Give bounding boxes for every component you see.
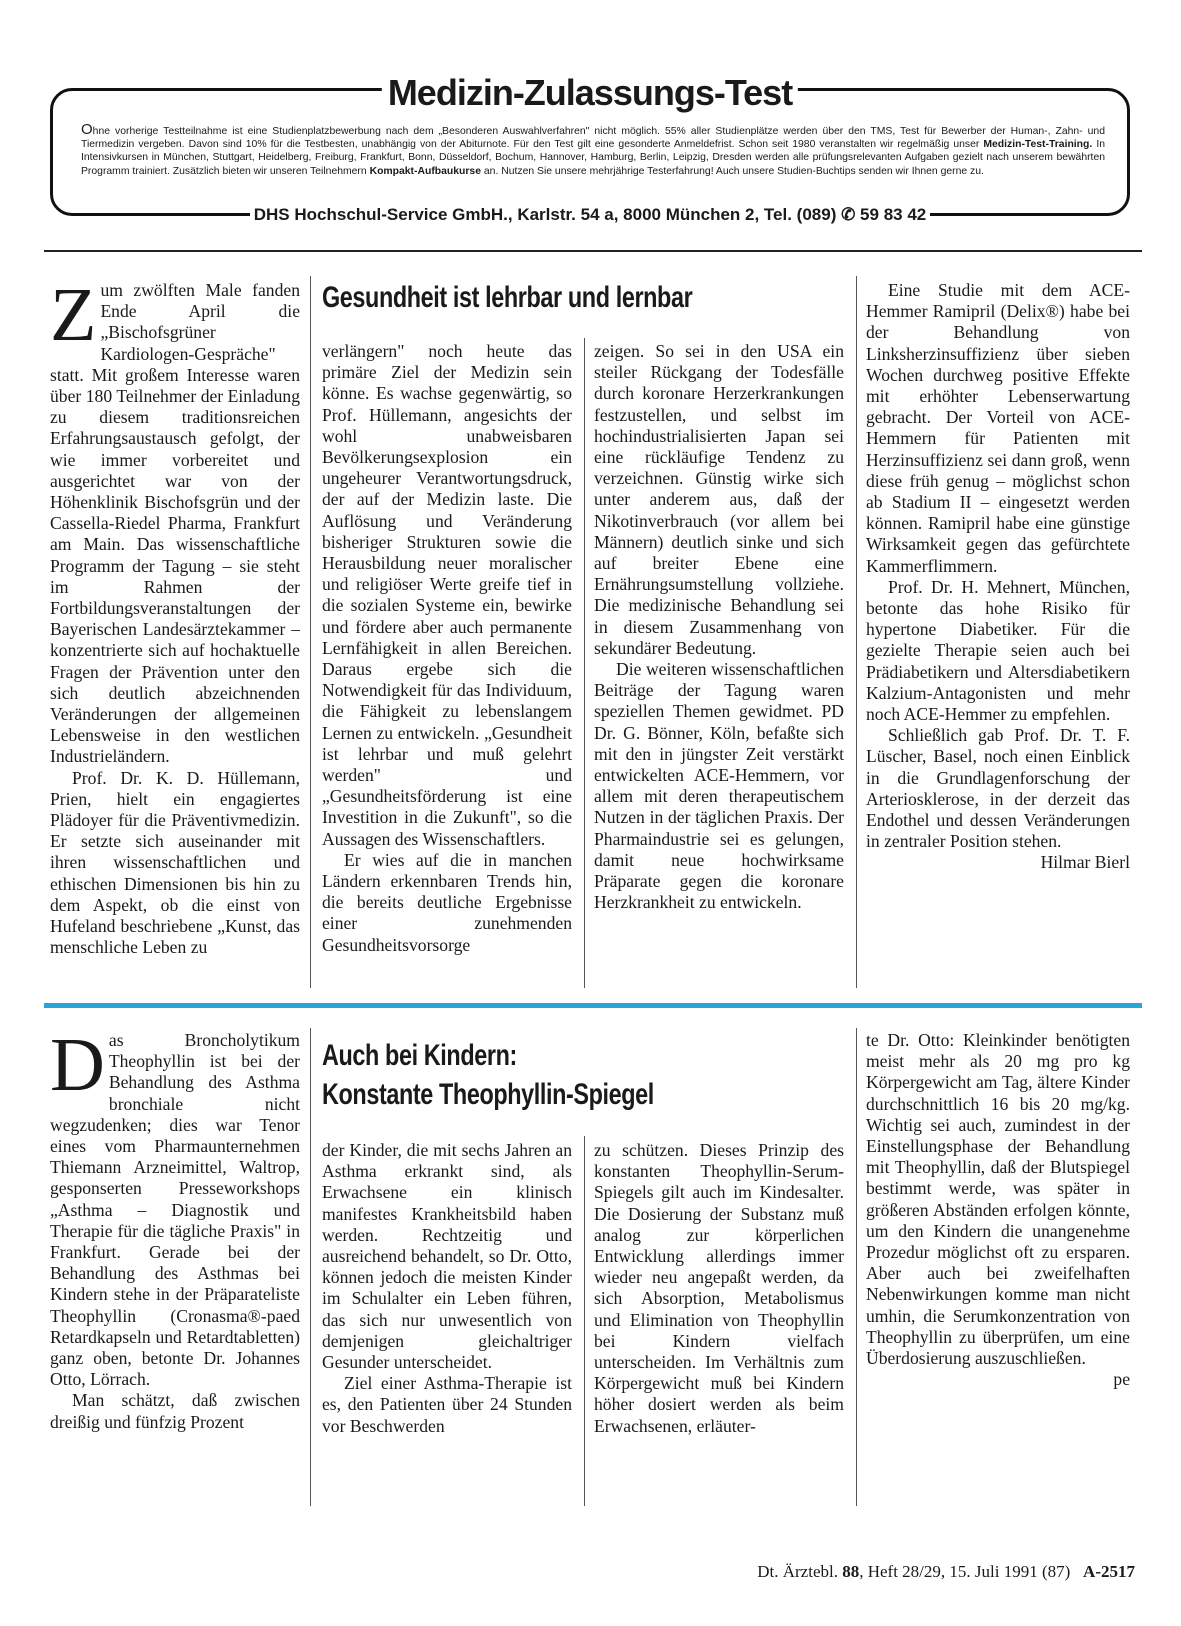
article1-author: Hilmar Bierl <box>1040 852 1130 873</box>
ad-contact: DHS Hochschul-Service GmbH., Karlstr. 54 a, 8000 München 2, Tel. (089) ✆ 59 83 42 <box>250 205 930 224</box>
article1-col3: zeigen. So sei in den USA ein steiler Rückgang der Todesfälle durch koronare Herzerkrankungen festzustellen, und selbst im hochindustrialisierten Japan sei eine rückläufige Tendenz zu verzeichnen. Günstig wirke sich unter anderem aus, daß der Nikotinverbrauch (vor allem bei Männern) deutlich sinke und sich auf breiter Ebene eine Ernährungsumstellung vollziehe. Die medizinische Behandlung sei in diesem Zusammenhang von sekundärer Bedeutung. Die weiteren wissenschaftlichen Beiträge der Tagung waren speziellen Themen gewidmet. PD Dr. G. Bönner, Köln, befaßte sich mit den in jüngster Zeit verstärkt entwickelten ACE-Hemmern, vor allem mit deren therapeutischem Nutzen in der täglichen Praxis. Der Pharmaindustrie sei es gelungen, damit neue hochwirksame Präparate gegen die koronare Herzkrankheit zu entwickeln. <box>594 341 844 913</box>
column-rule <box>856 276 857 988</box>
column-rule <box>310 1028 311 1506</box>
article2-col2: der Kinder, die mit sechs Jahren an Asthma erkrankt sind, als Erwachsene ein klinisch manifestes Krankheitsbild haben werden. Rechtzeitig und ausreichend behandelt, so Dr. Otto, können jedoch die meisten Kinder im Schulalter ein Leben führen, das sich nur unwesentlich von demjenigen gleichaltriger Gesunder unterscheidet. Ziel einer Asthma-Therapie ist es, den Patienten über 24 Stunden vor Beschwerden <box>322 1140 572 1436</box>
ad-footer <box>53 203 1127 227</box>
article2-dropcap: D <box>50 1030 105 1107</box>
ad-box <box>50 72 1130 224</box>
ad-title: Medizin-Zulassungs-Test <box>382 73 798 113</box>
divider-blue <box>44 1003 1142 1008</box>
ad-body: Ohne vorherige Testteilnahme ist eine Studienplatzbewerbung nach dem „Besonderen Auswahlverfahren" nicht möglich. 55% aller Studienplätze werden über den TMS, Test für Bewerber der Human-, Zahn- und Tiermedizin vergeben. Davon sind 10% für die Testbesten, unabhängig von der Abiturnote. Für den Test gilt eine gesonderte Anmeldefrist. Schon seit 1980 veranstalten wir regelmäßig unser Medizin-Test-Training. In Intensivkursen in München, Stuttgart, Heidelberg, Freiburg, Frankfurt, Bonn, Düsseldorf, Bochum, Hannover, Hamburg, Berlin, Leipzig, Dresden werden alle prüfungsrelevanten Aufgaben gezielt nach unserem bewährten Programm trainiert. Zusätzlich bieten wir unseren Teilnehmern Kompakt-Aufbaukurse an. Nutzen Sie unsere mehrjährige Testerfahrung! Auch unsere Studien-Buchtips senden wir Ihnen gerne zu. <box>81 121 1105 177</box>
article2-col4: te Dr. Otto: Kleinkinder benötigten meist mehr als 20 mg pro kg Körpergewicht am Tag, ältere Kinder durchschnittlich 16 bis 20 mg/kg. Wichtig sei auch, zumindest in der Einstellungsphase der Behandlung mit Theophyllin, daß der Blutspiegel bestimmt werde, was später in größeren Abständen erfolgen könnte, um den Kindern die unangenehme Prozedur möglichst oft zu ersparen. Aber auch bei zweifelhaften Nebenwirkungen komme man nicht umhin, die Serumkonzentration von Theophyllin zu überprüfen, um eine Überdosierung auszuschließen. pe <box>866 1030 1130 1390</box>
article2-author: pe <box>1113 1369 1130 1390</box>
article2-headline-line1: Auch bei Kindern: <box>322 1039 517 1072</box>
article1-dropcap: Z <box>50 280 97 357</box>
column-rule <box>584 338 585 988</box>
column-rule <box>310 276 311 988</box>
article1-col2: verlängern" noch heute das primäre Ziel der Medizin sein könne. Es wachse gegenwärtig, so Prof. Hüllemann, angesichts der wohl unabweisbaren Bevölkerungsexplosion ein ungeheurer Verantwortungsdruck, der auf der Medizin laste. Die Auflösung und Veränderung bisheriger Strukturen sowie die Herausbildung neuer moralischer und religiöser Werte greife tief in die sozialen Systeme ein, bewirke und fördere aber auch permanente Lernfähigkeit in allen Bereichen. Daraus ergebe sich die Notwendigkeit für das Individuum, die Fähigkeit zu lebenslangem Lernen zu entwickeln. „Gesundheit ist lehrbar und muß gelehrt werden" und „Gesundheitsförderung ist eine Investition in die Zukunft", so die Aussagen des Wissenschaftlers. Er wies auf die in manchen Ländern erkennbaren Trends hin, die bereits deutliche Ergebnisse einer zunehmenden Gesundheitsvorsorge <box>322 341 572 955</box>
divider-top <box>44 250 1142 252</box>
article2-col1: Das Broncholytikum Theophyllin ist bei der Behandlung des Asthma bronchiale nicht wegzudenken; dies war Tenor eines vom Pharmaunternehmen Thiemann Arzneimittel, Waltrop, gesponserten Presseworkshops „Asthma – Diagnostik und Therapie für die tägliche Praxis" in Frankfurt. Gerade bei der Behandlung des Asthmas bei Kindern stehe in der Präparateliste Theophyllin (Cronasma®-paed Retardkapseln und Retardtabletten) ganz oben, betonte Dr. Johannes Otto, Lörrach. Man schätzt, daß zwischen dreißig und fünfzig Prozent <box>50 1030 300 1432</box>
article1-col1: Zum zwölften Male fanden Ende April die „Bischofsgrüner Kardiologen-Gespräche" statt. Mit großem Interesse waren über 180 Teilnehmer der Einladung zu diesem traditionsreichen Erfahrungsaustausch gefolgt, der wie immer vorbereitet und ausgerichtet war von der Höhenklinik Bischofsgrün und der Cassella-Riedel Pharma, Frankfurt am Main. Das wissenschaftliche Programm der Tagung – sie steht im Rahmen der Fortbildungsveranstaltungen der Bayerischen Landesärztekammer – konzentrierte sich auf hochaktuelle Fragen der Prävention unter den sich deutlich abzeichnenden Veränderungen der allgemeinen Lebensweise in den westlichen Industrieländern. Prof. Dr. K. D. Hüllemann, Prien, hielt ein engagiertes Plädoyer für die Präventivmedizin. Er setzte sich auseinander mit ihren wissenschaftlichen und ethischen Dimensionen bis hin zu dem Aspekt, ob die einst von Hufeland beschriebene „Kunst, das menschliche Leben zu <box>50 280 300 958</box>
page-number: A-2517 <box>1083 1562 1135 1581</box>
article2-headline-line2: Konstante Theophyllin-Spiegel <box>322 1078 654 1111</box>
article2-col3: zu schützen. Dieses Prinzip des konstanten Theophyllin-Serum-Spiegels gilt auch im Kindesalter. Die Dosierung der Substanz muß analog zur körperlichen Entwicklung allerdings immer wieder neu angepaßt werden, da sich Absorption, Metabolismus und Elimination von Theophyllin bei Kindern vielfach unterscheiden. Im Verhältnis zum Körpergewicht muß bei Kindern höher dosiert werden als beim Erwachsenen, erläuter- <box>594 1140 844 1436</box>
column-rule <box>856 1028 857 1506</box>
column-rule <box>584 1136 585 1506</box>
page-footer: Dt. Ärztebl. 88, Heft 28/29, 15. Juli 1991 (87) A-2517 <box>757 1562 1135 1581</box>
article1-col4: Eine Studie mit dem ACE-Hemmer Ramipril (Delix®) habe bei der Behandlung von Linksherzinsuffizienz über sieben Wochen durchweg positive Effekte mit erhöhter Lebenserwartung gebracht. Der Vorteil von ACE-Hemmern für Patienten mit Herzinsuffizienz sei dann groß, wenn diese früh genug – möglichst schon ab Stadium II – eingesetzt werden können. Ramipril habe eine günstige Wirksamkeit gegen das gefürchtete Kammerflimmern. Prof. Dr. H. Mehnert, München, betonte das hohe Risiko für hypertone Diabetiker. Für die gezielte Therapie seien auch bei Prädiabetikern und Altersdiabetikern Kalzium-Antagonisten und mehr noch ACE-Hemmer zu empfehlen. Schließlich gab Prof. Dr. T. F. Lüscher, Basel, noch einen Einblick in die Grundlagenforschung der Arteriosklerose, in der derzeit das Endothel und dessen Veränderungen in zentraler Position stehen. Hilmar Bierl <box>866 280 1130 873</box>
article1-headline: Gesundheit ist lehrbar und lernbar <box>322 281 693 314</box>
